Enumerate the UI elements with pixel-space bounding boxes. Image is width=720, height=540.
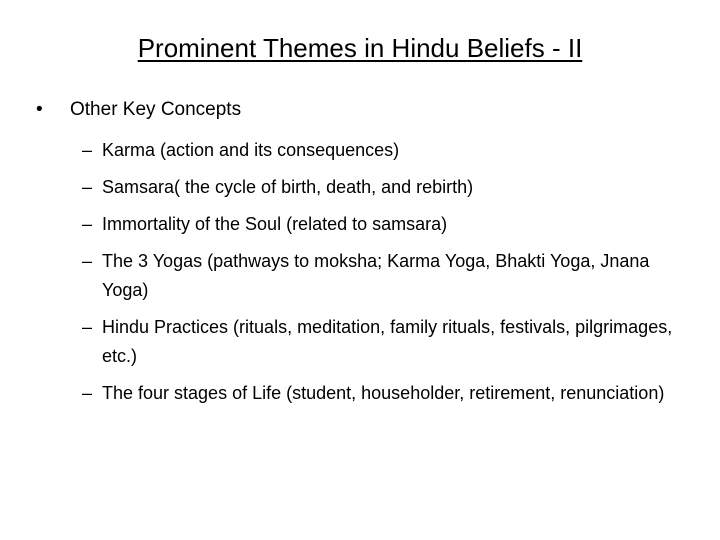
slide-title: Prominent Themes in Hindu Beliefs - II: [137, 33, 583, 63]
sub-bullet-text: The 3 Yogas (pathways to moksha; Karma Yoga, Bhakti Yoga, Jnana Yoga): [102, 251, 650, 300]
bullet-text: Other Key Concepts: [70, 99, 242, 120]
bullet-item: [36, 96, 676, 124]
sub-bullet-item: [82, 247, 676, 305]
sub-bullet-item: [82, 173, 676, 202]
sub-bullet-text: Immortality of the Soul (related to samsara): [102, 214, 448, 234]
slide-body: [36, 96, 676, 416]
dash-icon: –: [82, 317, 93, 337]
dash-icon: –: [82, 383, 93, 403]
dash-icon: –: [82, 177, 93, 197]
sub-bullet-item: [82, 210, 676, 239]
dash-icon: –: [82, 251, 93, 271]
sub-bullet-list: [36, 136, 676, 408]
sub-bullet-item: [82, 379, 676, 408]
sub-bullet-item: [82, 136, 676, 165]
dash-icon: –: [82, 214, 93, 234]
sub-bullet-text: Samsara( the cycle of birth, death, and rebirth): [102, 177, 474, 197]
sub-bullet-item: [82, 313, 676, 371]
sub-bullet-text: Karma (action and its consequences): [102, 140, 400, 160]
sub-bullet-text: The four stages of Life (student, householder, retirement, renunciation): [102, 383, 665, 403]
bullet-icon: •: [36, 99, 43, 120]
sub-bullet-text: Hindu Practices (rituals, meditation, family rituals, festivals, pilgrimages, etc.): [102, 317, 673, 366]
dash-icon: –: [82, 140, 93, 160]
